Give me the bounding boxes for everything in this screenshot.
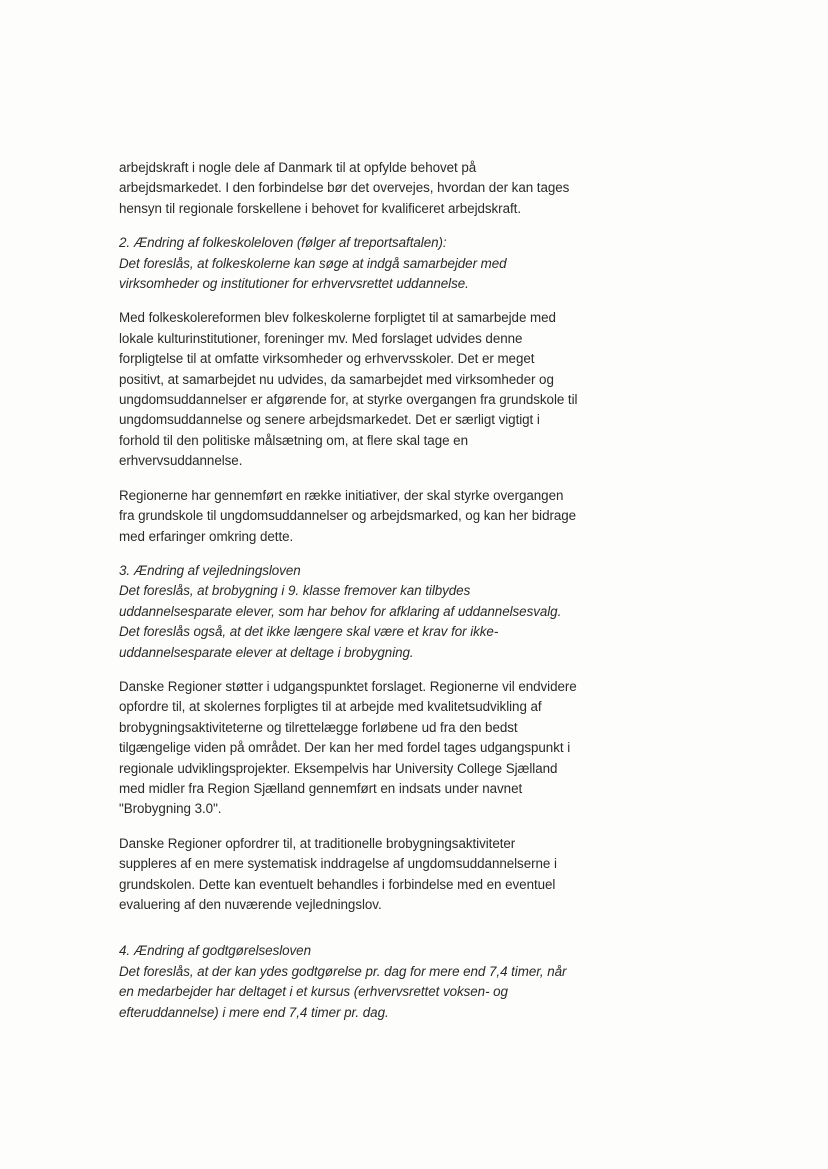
document-body xyxy=(119,158,639,1037)
text-line: med midler fra Region Sjælland gennemført en indsats under navnet xyxy=(119,780,523,796)
text-line: positivt, at samarbejdet nu udvides, da samarbejdet med virksomheder og xyxy=(119,371,554,387)
text-line: forpligtelse til at omfatte virksomheder og erhvervsskoler. Det er meget xyxy=(119,351,535,367)
section-4-proposal xyxy=(119,941,639,1023)
section-2-paragraph-1 xyxy=(119,308,639,471)
proposal-line: Det foreslås, at folkeskolerne kan søge at indgå samarbejder med xyxy=(119,255,507,271)
proposal-line: efteruddannelse) i mere end 7,4 timer pr. dag. xyxy=(119,1004,389,1020)
text-line: forhold til den politiske målsætning om, at flere skal tage en xyxy=(119,432,468,448)
section-2-proposal xyxy=(119,233,639,294)
text-line: ungdomsuddannelse og senere arbejdsmarkedet. Det er særligt vigtigt i xyxy=(119,412,540,428)
text-line: regionale udviklingsprojekter. Eksempelvis har University College Sjælland xyxy=(119,760,558,776)
section-2-heading: 2. Ændring af folkeskoleloven (følger af treportsaftalen): xyxy=(119,235,447,251)
text-line: evaluering af den nuværende vejledningslov. xyxy=(119,897,382,912)
text-line: "Brobygning 3.0". xyxy=(119,801,222,817)
text-line: opfordre til, at skolernes forpligtes til at arbejde med kvalitetsudvikling af xyxy=(119,699,542,715)
text-line: ungdomsuddannelser er afgørende for, at styrke overgangen fra grundskole til xyxy=(119,392,578,408)
text-line: Danske Regioner støtter i udgangspunktet forslaget. Regionerne vil endvidere xyxy=(119,678,577,694)
proposal-line: en medarbejder har deltaget i et kursus (erhvervsrettet voksen- og xyxy=(119,984,508,1000)
text-line: suppleres af en mere systematisk inddragelse af ungdomsuddannelserne i xyxy=(119,856,557,872)
text-line: grundskolen. Dette kan eventuelt behandles i forbindelse med en eventuel xyxy=(119,876,556,892)
proposal-line: Det foreslås, at der kan ydes godtgørelse pr. dag for mere end 7,4 timer, når xyxy=(119,963,567,979)
proposal-line: uddannelsesparate elever, som har behov for afklaring af uddannelsesvalg. xyxy=(119,603,562,619)
text-line: med erfaringer omkring dette. xyxy=(119,528,294,544)
proposal-line: uddannelsesparate elever at deltage i brobygning. xyxy=(119,644,414,660)
proposal-line: virksomheder og institutioner for erhvervsrettet uddannelse. xyxy=(119,276,469,292)
text-line: hensyn til regionale forskellene i behovet for kvalificeret arbejdskraft. xyxy=(119,200,521,216)
text-line: Med folkeskolereformen blev folkeskolerne forpligtet til at samarbejde med xyxy=(119,310,556,326)
text-line: arbejdskraft i nogle dele af Danmark til at opfylde behovet på xyxy=(119,160,477,175)
text-line: tilgængelige viden på området. Der kan her med fordel tages udgangspunkt i xyxy=(119,740,571,756)
text-line: lokale kulturinstitutioner, foreninger mv. Med forslaget udvides denne xyxy=(119,330,523,346)
proposal-line: Det foreslås, at brobygning i 9. klasse fremover kan tilbydes xyxy=(119,583,471,599)
section-3-paragraph-2 xyxy=(119,834,639,916)
text-line: brobygningsaktiviteterne og tilrettelægge forløbene ud fra den bedst xyxy=(119,719,518,735)
section-3-paragraph-1 xyxy=(119,677,639,820)
section-4-heading: 4. Ændring af godtgørelsesloven xyxy=(119,943,311,959)
section-2-paragraph-2 xyxy=(119,486,639,547)
proposal-line: Det foreslås også, at det ikke længere skal være et krav for ikke- xyxy=(119,624,499,640)
text-line: fra grundskole til ungdomsuddannelser og arbejdsmarked, og kan her bidrage xyxy=(119,508,577,524)
intro-paragraph xyxy=(119,158,639,219)
section-3-heading: 3. Ændring af vejledningsloven xyxy=(119,562,301,578)
text-line: arbejdsmarkedet. I den forbindelse bør det overvejes, hvordan der kan tages xyxy=(119,180,570,196)
text-line: erhvervsuddannelse. xyxy=(119,453,243,469)
text-line: Regionerne har gennemført en række initiativer, der skal styrke overgangen xyxy=(119,487,564,503)
section-3-proposal xyxy=(119,561,639,663)
text-line: Danske Regioner opfordrer til, at traditionelle brobygningsaktiviteter xyxy=(119,835,516,851)
